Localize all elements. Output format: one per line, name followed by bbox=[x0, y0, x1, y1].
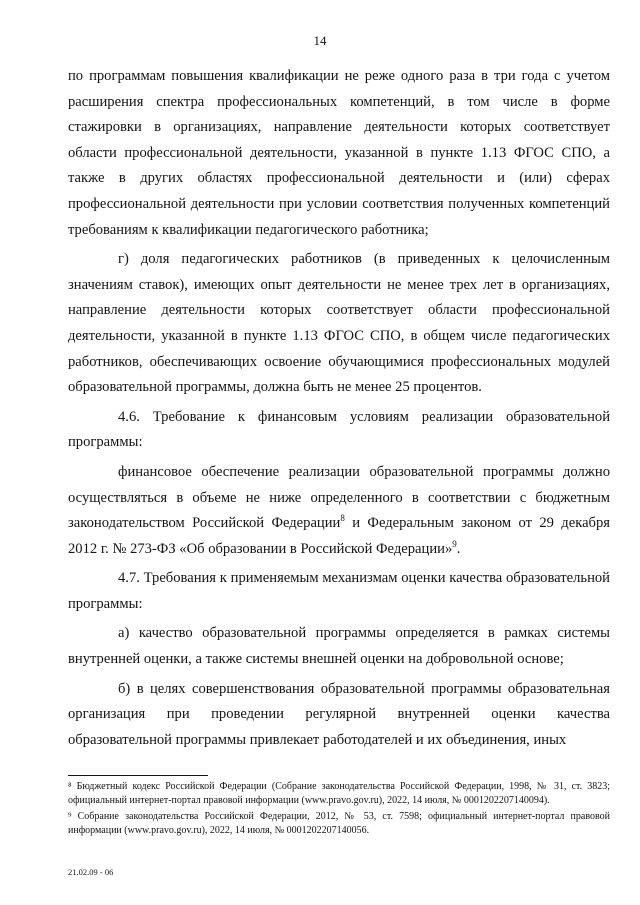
financial-text-end: . bbox=[456, 540, 461, 557]
footnote-divider bbox=[68, 775, 208, 776]
footnote-9: ⁹ Собрание законодательства Российской Федерации, 2012, № 53, ст. 7598; официальный интернет-портал правовой информации (www.pravo.gov.ru), 2022, 14 июля, № 0001202207140056. bbox=[68, 811, 610, 836]
footnote-8: ⁸ Бюджетный кодекс Российской Федерации (Собрание законодательства Российской Федерации, 1998, № 31, ст. 3823; официальный интернет-портал правовой информации (www.pravo.gov.ru), 2022, 14 июля, № 0001202207140094). bbox=[68, 781, 610, 806]
footnote-ref-8: 8 bbox=[340, 513, 345, 524]
footnotes bbox=[68, 780, 610, 838]
paragraph-section-4-7: 4.7. Требования к применяемым механизмам оценки качества образовательной программы: bbox=[68, 570, 610, 612]
paragraph-financial-support bbox=[68, 460, 610, 562]
body-text bbox=[68, 64, 610, 753]
document-code: 21.02.09 - 06 bbox=[68, 867, 114, 877]
financial-text-part-1: финансовое обеспечение реализации образовательной программы должно осуществляться в объеме не ниже определенного в соответствии с бюджетным законодательством Российской Федерации bbox=[68, 463, 610, 532]
page-number: 14 bbox=[313, 33, 327, 48]
paragraph-item-b: б) в целях совершенствования образовательной программы образовательная организация при проведении регулярной внутренней оценки качества образовательной программы привлекает работодателей и их объединения, иных bbox=[68, 680, 610, 748]
paragraph-qualification-continued: по программам повышения квалификации не реже одного раза в три года с учетом расширения спектра профессиональных компетенций, в том числе в форме стажировки в организациях, направление деятельности которых соответствует области профессиональной деятельности, указанной в пункте 1.13 ФГОС СПО, а также в других областях профессиональной деятельности и (или) сферах профессиональной деятельности при условии соответствия полученных компетенций требованиям к квалификации педагогического работника; bbox=[68, 68, 610, 238]
footnote-ref-9: 9 bbox=[452, 538, 457, 549]
paragraph-item-a: а) качество образовательной программы определяется в рамках системы внутренней оценки, а также системы внешней оценки на добровольной основе; bbox=[68, 625, 610, 668]
financial-text-part-2: и Федеральным законом от 29 декабря 2012 г. № 273-ФЗ «Об образовании в Российской Федерации» bbox=[68, 515, 610, 557]
paragraph-section-4-6: 4.6. Требование к финансовым условиям реализации образовательной программы: bbox=[68, 408, 610, 451]
paragraph-item-g: г) доля педагогических работников (в приведенных к целочисленным значениям ставок), имеющих опыт деятельности не менее трех лет в организациях, направление деятельности которых соответствует области профессиональной деятельности, указанной в пункте 1.13 ФГОС СПО, в общем числе педагогических работников, обеспечивающих освоение обучающимися профессиональных модулей образовательной программы, должна быть не менее 25 процентов. bbox=[68, 251, 610, 396]
